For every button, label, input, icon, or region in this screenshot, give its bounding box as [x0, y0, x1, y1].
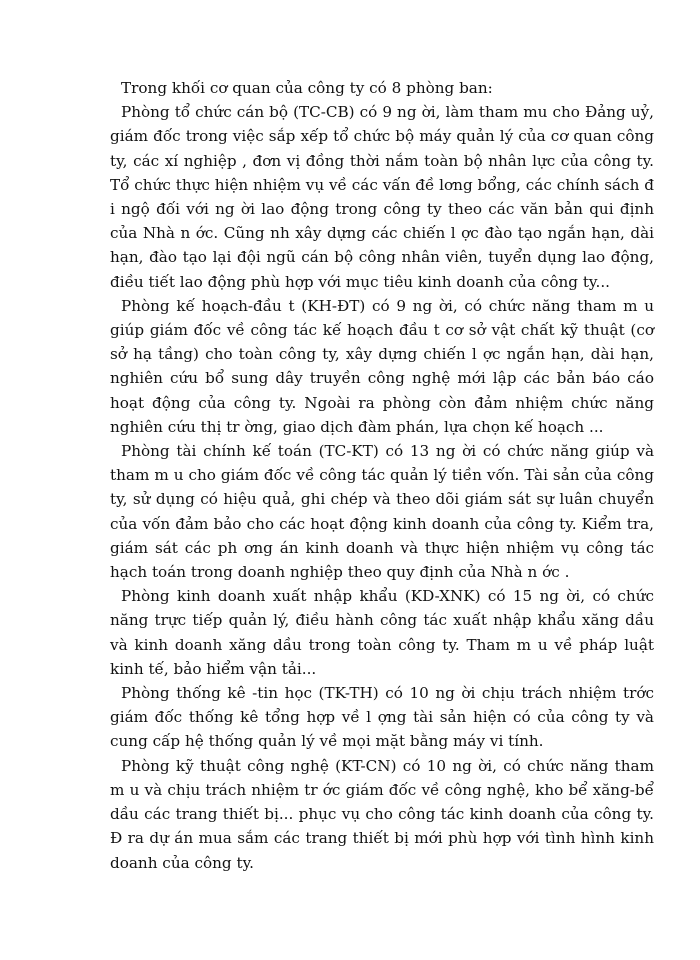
paragraph-tc-cb: Phòng tổ chức cán bộ (TC-CB) có 9 ng ời, làm tham mu cho Đảng uỷ, giám đốc trong việc sắp xếp tổ chức bộ máy quản lý của cơ quan công ty, các xí nghiệp , đơn vị đồng thời nắm toàn bộ nhân lực của công ty. Tổ chức thực hiện nhiệm vụ về các vấn đề lơng bổng, các chính sách đ i ngộ đối với ng ời lao động trong công ty theo các văn bản qui định của Nhà n ớc. Cũng nh xây dựng các chiến l ợc đào tạo ngắn hạn, dài hạn, đào tạo lại đội ngũ cán bộ công nhân viên, tuyển dụng lao động, điều tiết lao động phù hợp với mục tiêu kinh doanh của công ty... [110, 103, 654, 291]
paragraph-kh-dt: Phòng kế hoạch-đầu t (KH-ĐT) có 9 ng ời, có chức năng tham m u giúp giám đốc về công tác kế hoạch đầu t cơ sở vật chất kỹ thuật (cơ sở hạ tầng) cho toàn công ty, xây dựng chiến l ợc ngắn hạn, dài hạn, nghiên cứu bổ sung dây truyền công nghệ mới lập các bản báo cáo hoạt động của công ty. Ngoài ra phòng còn đảm nhiệm chức năng nghiên cứu thị tr ờng, giao dịch đàm phán, lựa chọn kế hoạch ... [110, 296, 654, 436]
paragraph-tk-th: Phòng thống kê -tin học (TK-TH) có 10 ng ời chịu trách nhiệm trớc giám đốc thống kê tổng hợp về l ợng tài sản hiện có của công ty và cung cấp hệ thống quản lý về mọi mặt bằng máy vi tính. [110, 684, 654, 751]
document-body [110, 76, 654, 875]
paragraph-kt-cn: Phòng kỹ thuật công nghệ (KT-CN) có 10 ng ời, có chức năng tham m u và chịu trách nhiệm tr ớc giám đốc về công nghệ, kho bể xăng-bể dầu các trang thiết bị... phục vụ cho công tác kinh doanh của công ty. Đ ra dự án mua sắm các trang thiết bị mới phù hợp với tình hình kinh doanh của công ty. [110, 756, 654, 872]
intro-line: Trong khối cơ quan của công ty có 8 phòng ban: [121, 79, 493, 97]
paragraph-kd-xnk: Phòng kinh doanh xuất nhập khẩu (KD-XNK) có 15 ng ời, có chức năng trực tiếp quản lý, điều hành công tác xuất nhập khẩu xăng dầu và kinh doanh xăng dầu trong toàn công ty. Tham m u về pháp luật kinh tế, bảo hiểm vận tải... [110, 587, 654, 678]
paragraph-tc-kt: Phòng tài chính kế toán (TC-KT) có 13 ng ời có chức năng giúp và tham m u cho giám đốc về công tác quản lý tiền vốn. Tài sản của công ty, sử dụng có hiệu quả, ghi chép và theo dõi giám sát sự luân chuyển của vốn đảm bảo cho các hoạt động kinh doanh của công ty. Kiểm tra, giám sát các ph ơng án kinh doanh và thực hiện nhiệm vụ công tác hạch toán trong doanh nghiệp theo quy định của Nhà n ớc . [110, 442, 654, 582]
